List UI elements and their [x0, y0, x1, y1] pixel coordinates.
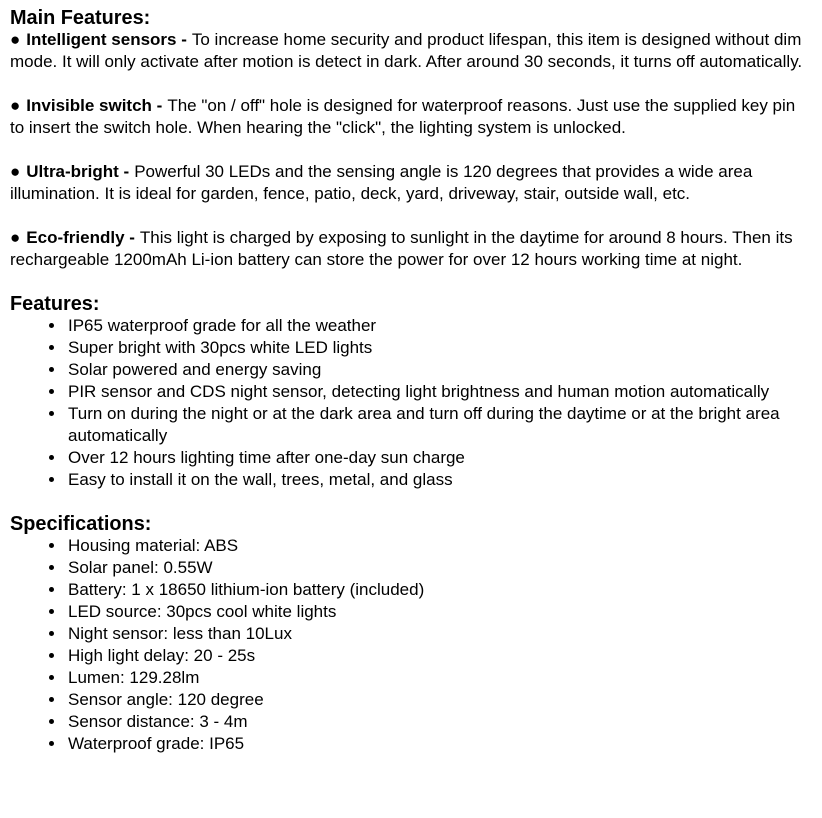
- list-item: • Solar powered and energy saving: [66, 359, 810, 381]
- list-item: • Night sensor: less than 10Lux: [66, 623, 810, 645]
- feature-title: Invisible switch -: [26, 96, 163, 115]
- main-features-heading: Main Features:: [10, 7, 151, 29]
- main-feature-item-eco-friendly: [10, 227, 812, 271]
- bullet-icon: ●: [10, 228, 21, 247]
- main-feature-item-ultra-bright: [10, 161, 812, 205]
- list-item: • LED source: 30pcs cool white lights: [66, 601, 810, 623]
- feature-title: Eco-friendly -: [26, 228, 135, 247]
- list-item: • Lumen: 129.28lm: [66, 667, 810, 689]
- list-item: • Over 12 hours lighting time after one-day sun charge: [66, 447, 810, 469]
- bullet-icon: ●: [10, 30, 21, 49]
- features-list: [10, 315, 810, 491]
- list-item: • IP65 waterproof grade for all the weather: [66, 315, 810, 337]
- feature-text: This light is charged by exposing to sunlight in the daytime for around 8 hours. Then its rechargeable 1200mAh Li-ion battery can store the power for over 12 hours working time at night.: [10, 228, 793, 269]
- feature-text: Powerful 30 LEDs and the sensing angle is 120 degrees that provides a wide area illumination. It is ideal for garden, fence, patio, deck, yard, driveway, stair, outside wall, etc.: [10, 162, 753, 203]
- list-item: • Super bright with 30pcs white LED lights: [66, 337, 810, 359]
- list-item: • PIR sensor and CDS night sensor, detecting light brightness and human motion automatically: [66, 381, 810, 403]
- list-item: • High light delay: 20 - 25s: [66, 645, 810, 667]
- list-item: • Battery: 1 x 18650 lithium-ion battery (included): [66, 579, 810, 601]
- bullet-icon: ●: [10, 162, 21, 181]
- feature-text: The "on / off" hole is designed for waterproof reasons. Just use the supplied key pin to insert the switch hole. When hearing the "click", the lighting system is unlocked.: [10, 96, 796, 137]
- specifications-list: [10, 535, 810, 755]
- bullet-icon: ●: [10, 96, 21, 115]
- main-feature-item-intelligent-sensors: [10, 29, 812, 73]
- main-feature-item-invisible-switch: [10, 95, 812, 139]
- list-item: • Housing material: ABS: [66, 535, 810, 557]
- specifications-heading: Specifications:: [10, 513, 152, 535]
- list-item: • Easy to install it on the wall, trees, metal, and glass: [66, 469, 810, 491]
- feature-text: To increase home security and product lifespan, this item is designed without dim mode. It will only activate after motion is detect in dark. After around 30 seconds, it turns off automatically.: [10, 30, 803, 71]
- list-item: • Solar panel: 0.55W: [66, 557, 810, 579]
- list-item: • Waterproof grade: IP65: [66, 733, 810, 755]
- feature-title: Intelligent sensors -: [26, 30, 187, 49]
- list-item: • Turn on during the night or at the dark area and turn off during the daytime or at the bright area automatically: [66, 403, 810, 447]
- list-item: • Sensor distance: 3 - 4m: [66, 711, 810, 733]
- feature-title: Ultra-bright -: [26, 162, 130, 181]
- list-item: • Sensor angle: 120 degree: [66, 689, 810, 711]
- features-heading: Features:: [10, 293, 100, 315]
